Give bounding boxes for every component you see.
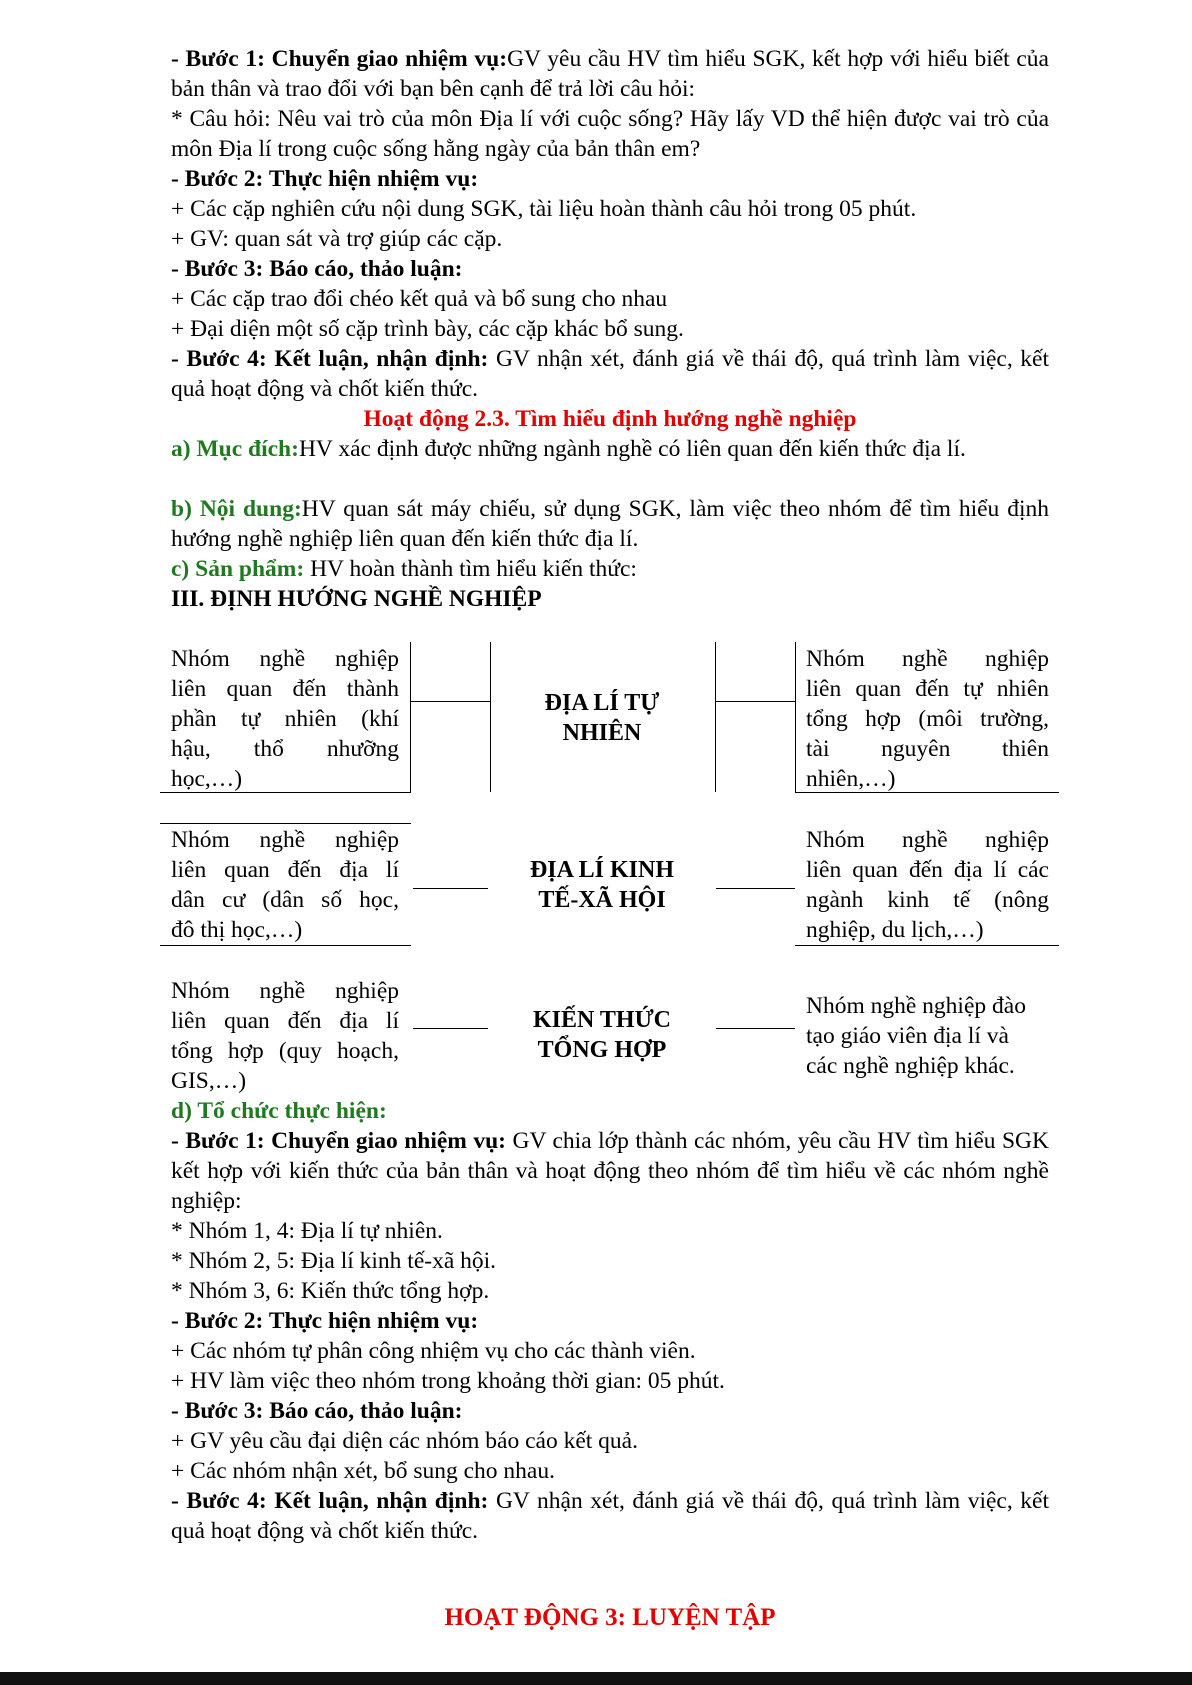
row2-hub-line: ĐỊA LÍ KINH xyxy=(529,857,675,883)
row2-hub xyxy=(492,855,712,915)
row3-right-box xyxy=(806,991,1049,1081)
activity-title: Hoạt động 2.3. Tìm hiểu định hướng nghề nghiệp xyxy=(363,406,857,432)
row3-right-connector xyxy=(716,1028,795,1029)
row2-right-connector xyxy=(716,888,795,889)
row3-left-connector xyxy=(413,1028,488,1029)
row3-hub-line: KIẾN THỨC xyxy=(532,1007,672,1033)
row1-right-line: Nhóm nghề nghiệp xyxy=(806,646,1049,672)
product-paragraph xyxy=(171,554,1049,584)
section-heading: III. ĐỊNH HƯỚNG NGHỀ NGHIỆP xyxy=(171,586,542,612)
row3-right-line: Nhóm nghề nghiệp đào xyxy=(806,993,1026,1019)
d-step4-text: GV nhận xét, đánh giá về thái độ, quá trình làm việc, kết quả hoạt động và chốt kiến thức. xyxy=(171,1488,1049,1544)
row2-right-line: Nhóm nghề nghiệp xyxy=(806,827,1049,853)
row1-hub-line: NHIÊN xyxy=(562,720,642,746)
d-step2-line1: + Các nhóm tự phân công nhiệm vụ cho các thành viên. xyxy=(171,1338,696,1364)
row1-right-line: tổng hợp (môi trường, xyxy=(806,706,1049,732)
row1-left-underline xyxy=(160,792,411,793)
step1-paragraph xyxy=(171,44,1049,104)
step1-text: GV yêu cầu HV tìm hiểu SGK, kết hợp với hiểu biết của bản thân và trao đổi với bạn bên cạnh để trả lời câu hỏi: xyxy=(171,46,1049,102)
row3-left-line: Nhóm nghề nghiệp xyxy=(171,978,399,1004)
d-step1-text: GV chia lớp thành các nhóm, yêu cầu HV tìm hiểu SGK kết hợp với kiến thức của bản thân và hoạt động theo nhóm để tìm hiểu về các nhóm nghề nghiệp: xyxy=(171,1128,1049,1214)
page-bottom-edge xyxy=(0,1672,1192,1685)
row1-hub-line: ĐỊA LÍ TỰ xyxy=(544,690,660,716)
row1-hub xyxy=(492,688,712,748)
row1-left-line: liên quan đến thành xyxy=(171,676,399,702)
row2-right-line: nghiệp, du lịch,…) xyxy=(806,917,984,943)
row2-hub-line: TẾ-XÃ HỘI xyxy=(538,887,666,913)
step4-paragraph xyxy=(171,344,1049,404)
row1-right-line: liên quan đến tự nhiên xyxy=(806,676,1049,702)
row2-right-line: ngành kinh tế (nông xyxy=(806,887,1049,913)
row2-left-connector xyxy=(413,888,488,889)
row3-hub xyxy=(492,1005,712,1065)
step2-line2: + GV: quan sát và trợ giúp các cặp. xyxy=(171,226,503,252)
product-text: HV hoàn thành tìm hiểu kiến thức: xyxy=(304,556,637,582)
content-label: b) Nội dung: xyxy=(171,496,302,522)
row2-right-line: liên quan đến địa lí các xyxy=(806,857,1049,883)
row2-left-overline xyxy=(160,823,411,824)
step4-label: - Bước 4: Kết luận, nhận định: xyxy=(171,346,489,372)
content-text: HV quan sát máy chiếu, sử dụng SGK, làm việc theo nhóm để tìm hiểu định hướng nghề nghiệp liên quan đến kiến thức địa lí. xyxy=(171,496,1050,552)
purpose-text: HV xác định được những ngành nghề có liên quan đến kiến thức địa lí. xyxy=(298,436,966,462)
row1-left-connector xyxy=(411,701,490,702)
row1-right-box xyxy=(806,644,1049,794)
d-step3-label: - Bước 3: Báo cáo, thảo luận: xyxy=(171,1398,463,1424)
row2-left-line: dân cư (dân số học, xyxy=(171,887,399,913)
row2-left-box xyxy=(171,825,399,945)
d-step1-paragraph xyxy=(171,1126,1049,1216)
row3-hub-line: TỔNG HỢP xyxy=(537,1037,667,1063)
row2-right-underline xyxy=(795,945,1059,946)
row2-left-line: Nhóm nghề nghiệp xyxy=(171,827,399,853)
row2-right-box xyxy=(806,825,1049,945)
row2-left-underline xyxy=(160,945,411,946)
row1-left-line: Nhóm nghề nghiệp xyxy=(171,646,399,672)
group-1-4: * Nhóm 1, 4: Địa lí tự nhiên. xyxy=(171,1218,443,1244)
row1-right-border xyxy=(795,642,796,792)
purpose-paragraph xyxy=(171,434,1049,464)
row3-left-line: liên quan đến địa lí xyxy=(171,1008,399,1034)
d-step1-label: - Bước 1: Chuyển giao nhiệm vụ: xyxy=(171,1128,507,1154)
d-step3-line1: + GV yêu cầu đại diện các nhóm báo cáo kết quả. xyxy=(171,1428,638,1454)
row1-right-line: nhiên,…) xyxy=(806,766,896,792)
row3-left-box xyxy=(171,976,399,1096)
purpose-label: a) Mục đích: xyxy=(171,436,299,462)
row1-left-box xyxy=(171,644,399,794)
step3-line2: + Đại diện một số cặp trình bày, các cặp khác bổ sung. xyxy=(171,316,684,342)
content-paragraph xyxy=(171,494,1049,554)
row3-left-line: tổng hợp (quy hoạch, xyxy=(171,1038,399,1064)
row2-left-line: liên quan đến địa lí xyxy=(171,857,399,883)
step4-text: GV nhận xét, đánh giá về thái độ, quá trình làm việc, kết quả hoạt động và chốt kiến thức. xyxy=(171,346,1049,402)
organization-label: d) Tổ chức thực hiện: xyxy=(171,1098,387,1124)
row1-left-line: hậu, thổ nhưỡng xyxy=(171,736,399,762)
row1-center-left-border xyxy=(490,642,491,792)
row3-left-line: GIS,…) xyxy=(171,1068,247,1094)
step1-label: - Bước 1: Chuyển giao nhiệm vụ: xyxy=(171,46,508,72)
row1-center-right-border xyxy=(715,642,716,792)
row3-right-line: các nghề nghiệp khác. xyxy=(806,1053,1015,1079)
d-step3-line2: + Các nhóm nhận xét, bổ sung cho nhau. xyxy=(171,1458,555,1484)
row1-right-line: tài nguyên thiên xyxy=(806,736,1049,762)
question-paragraph: * Câu hỏi: Nêu vai trò của môn Địa lí với cuộc sống? Hãy lấy VD thể hiện được vai trò của môn Địa lí trong cuộc sống hằng ngày của bản thân em? xyxy=(171,106,1049,162)
row1-left-border xyxy=(410,642,411,792)
group-3-6: * Nhóm 3, 6: Kiến thức tổng hợp. xyxy=(171,1278,490,1304)
step3-line1: + Các cặp trao đổi chéo kết quả và bổ sung cho nhau xyxy=(171,286,668,312)
d-step2-line2: + HV làm việc theo nhóm trong khoảng thời gian: 05 phút. xyxy=(171,1368,725,1394)
product-label: c) Sản phẩm: xyxy=(171,556,305,582)
activity3-title: HOẠT ĐỘNG 3: LUYỆN TẬP xyxy=(444,1604,776,1631)
row1-right-connector xyxy=(716,701,795,702)
step2-label: - Bước 2: Thực hiện nhiệm vụ: xyxy=(171,166,479,192)
step2-line1: + Các cặp nghiên cứu nội dung SGK, tài liệu hoàn thành câu hỏi trong 05 phút. xyxy=(171,196,917,222)
row1-left-line: phần tự nhiên (khí xyxy=(171,706,399,732)
d-step4-label: - Bước 4: Kết luận, nhận định: xyxy=(171,1488,489,1514)
group-2-5: * Nhóm 2, 5: Địa lí kinh tế-xã hội. xyxy=(171,1248,497,1274)
d-step4-paragraph xyxy=(171,1486,1049,1546)
row2-left-line: đô thị học,…) xyxy=(171,917,303,943)
row1-left-line: học,…) xyxy=(171,766,243,792)
d-step2-label: - Bước 2: Thực hiện nhiệm vụ: xyxy=(171,1308,479,1334)
row3-right-line: tạo giáo viên địa lí và xyxy=(806,1023,1009,1049)
step3-label: - Bước 3: Báo cáo, thảo luận: xyxy=(171,256,463,282)
